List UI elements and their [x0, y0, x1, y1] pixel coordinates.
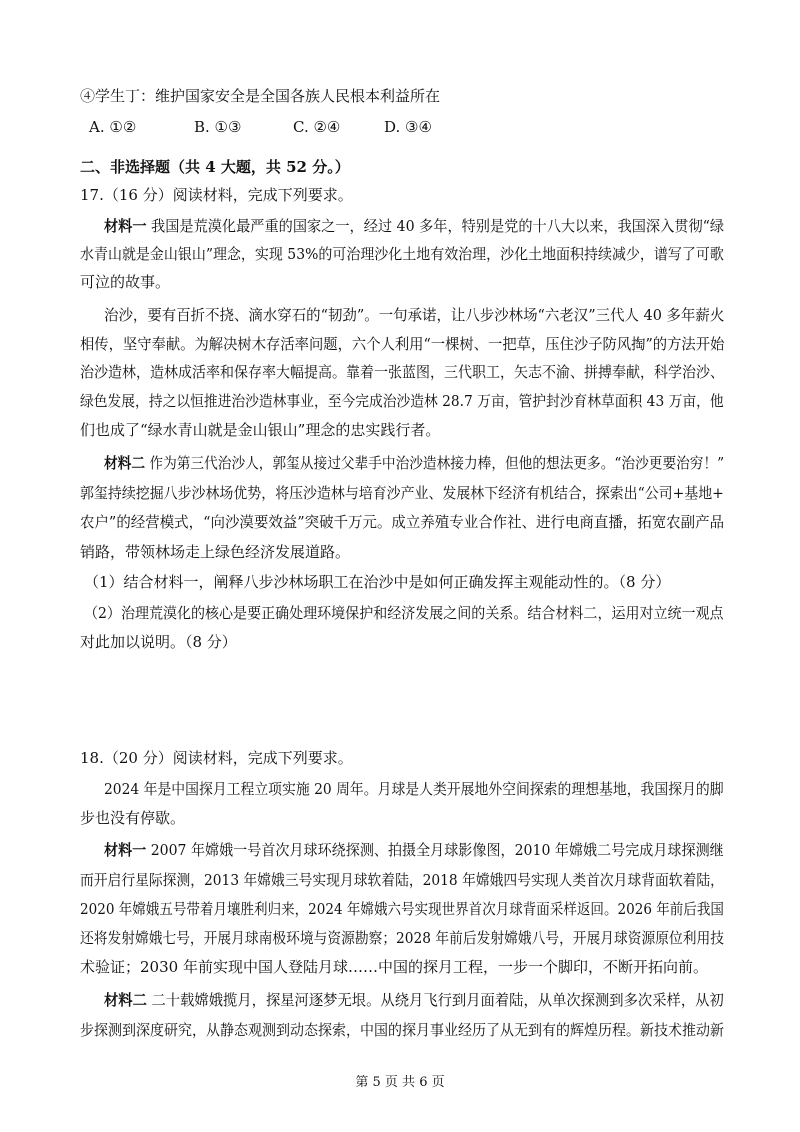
- q17-material1-line3: 可泣的故事。: [80, 273, 171, 291]
- q17-material1-line1: 材料一 我国是荒漠化最严重的国家之一，经过 40 多年，特别是党的十八大以来，我国深入贯彻“绿: [104, 217, 725, 235]
- q17-para2-line5: 们也成了“绿水青山就是金山银山”理念的忠实践行者。: [80, 421, 441, 439]
- choice-statement-4: ④学生丁：维护国家安全是全国各族人民根本利益所在: [80, 87, 441, 105]
- q17-para2-line3: 治沙造林，造林成活率和保存率大幅提高。靠着一张蓝图，三代职工，矢志不渝、拼搏奉献，科学治沙、: [80, 363, 724, 381]
- q18-header: 18.（20 分）阅读材料，完成下列要求。: [80, 749, 353, 767]
- section-heading: 二、非选择题（共 4 大题，共 52 分。）: [80, 158, 350, 176]
- q17-header: 17.（16 分）阅读材料，完成下列要求。: [80, 186, 353, 204]
- q17-material1-label: 材料一: [104, 217, 147, 235]
- q18-intro-line1: 2024 年是中国探月工程立项实施 20 周年。月球是人类开展地外空间探索的理想基地，我国探月的脚: [104, 780, 724, 798]
- q17-material2-line3: 农户”的经营模式，“向沙漠要效益”突破千万元。成立养殖专业合作社、进行电商直播，拓宽农副产品: [80, 513, 725, 531]
- option-b: B. ①③: [194, 118, 242, 136]
- q17-material2-line2: 郭玺持续挖掘八步沙林场优势，将压沙造林与培育沙产业、发展林下经济有机结合，探索出“公司+基地+: [80, 484, 724, 502]
- q18-material1-line2: 而开启行星际探测，2013 年嫦娥三号实现月球软着陆，2018 年嫦娥四号实现人类首次月球背面软着陆，: [80, 871, 724, 889]
- q17-subquestion-1: （1）结合材料一，阐释八步沙林场职工在治沙中是如何正确发挥主观能动性的。（8 分）: [84, 573, 671, 591]
- q17-subquestion-2-line1: （2）治理荒漠化的核心是要正确处理环境保护和经济发展之间的关系。结合材料二，运用对立统一观点: [84, 604, 724, 622]
- q17-material2-line1: 材料二 作为第三代治沙人，郭玺从接过父辈手中治沙造林接力棒，但他的想法更多。“治沙更要治穷！”: [104, 454, 725, 472]
- q17-material1-line2: 水青山就是金山银山”理念，实现 53%的可治理沙化土地有效治理，沙化土地面积持续减少，谱写了可歌: [80, 245, 724, 263]
- page-number: 第 5 页 共 6 页: [355, 1075, 445, 1090]
- q17-para2-line1: 治沙，要有百折不挠、滴水穿石的“韧劲”。一句承诺，让八步沙林场“六老汉”三代人 40 多年薪火: [104, 306, 725, 324]
- q18-material1-label: 材料一: [104, 841, 147, 859]
- q18-material1-line1: 材料一 2007 年嫦娥一号首次月球环绕探测、拍摄全月球影像图，2010 年嫦娥二号完成月球探测继: [104, 841, 724, 859]
- q18-material1-line5: 术验证；2030 年前实现中国人登陆月球……中国的探月工程，一步一个脚印，不断开拓向前。: [80, 958, 708, 976]
- option-d: D. ③④: [384, 118, 432, 136]
- q18-material1-line3: 2020 年嫦娥五号带着月壤胜利归来，2024 年嫦娥六号实现世界首次月球背面采样返回。2026 年前后我国: [80, 900, 724, 918]
- q17-para2-line4: 绿色发展，持之以恒推进治沙造林事业，至今完成治沙造林 28.7 万亩，管护封沙育林草面积 43 万亩，他: [80, 392, 724, 410]
- q17-subquestion-2-line2: 对此加以说明。（8 分）: [80, 633, 237, 651]
- option-a: A. ①②: [89, 118, 137, 136]
- q18-material2-line2: 步探测到深度研究，从静态观测到动态探索，中国的探月事业经历了从无到有的辉煌历程。新技术推动新: [80, 1021, 724, 1039]
- q18-material1-line4: 还将发射嫦娥七号，开展月球南极环境与资源勘察；2028 年前后发射嫦娥八号，开展月球资源原位利用技: [80, 929, 724, 947]
- q18-intro-line2: 步也没有停歇。: [80, 809, 186, 827]
- q18-material2-line1: 材料二 二十载嫦娥揽月，探星河逐梦无垠。从绕月飞行到月面着陆，从单次探测到多次采样，从初: [104, 991, 724, 1009]
- q17-material2-line4: 销路，带领林场走上绿色经济发展道路。: [80, 543, 351, 561]
- q17-para2-line2: 相传，坚守奉献。为解决树木存活率问题，六个人利用“一棵树、一把草，压住沙子防风掏”的方法开始: [80, 335, 725, 353]
- option-c: C. ②④: [293, 118, 341, 136]
- q17-material2-label: 材料二: [104, 454, 146, 472]
- q18-material2-label: 材料二: [104, 991, 147, 1009]
